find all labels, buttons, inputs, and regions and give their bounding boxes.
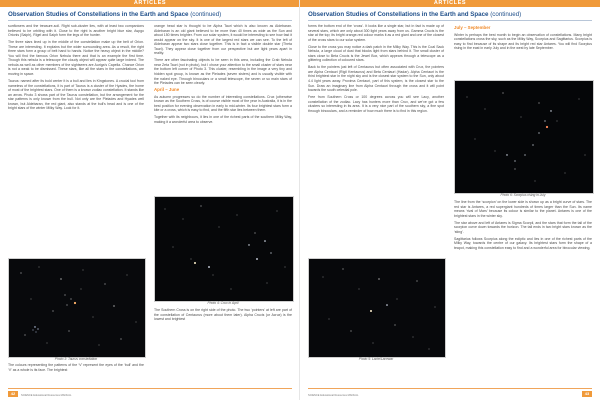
paragraph: Together with its neighbours, it lies in one of the richest parts of the southern Milky Way, making it a wonderful area to observe. <box>154 115 292 124</box>
photo-caption: Photo 6: Scorpius rising in July <box>500 193 546 197</box>
footer-text: SCIENCE Educational Resources MANUAL <box>21 394 72 397</box>
paragraph: Free from Southern Cross or 100 degrees across you will see Lacy, another constellation of the zodiac. Lacy has hunters more than Crux, and we’ve got a few clusters so interesting in its area. It is a very nice part of the southern sky, a fine spot through binoculars, and a reminder of how much there is to find in this region. <box>308 95 444 113</box>
crux-photo <box>154 196 294 302</box>
paragraph: Sagittarius follows Scorpius along the ecliptic and lies in one of the richest parts of the Milky Way, towards the centre of our galaxy. Its brightest stars form the shape of a teapot, making this constellation easy to find and a wonderful area for binocular viewing. <box>454 236 592 250</box>
taurus-photo <box>8 258 146 358</box>
section-label: ARTICLES <box>433 0 467 6</box>
title-continued: (continued) <box>190 11 222 18</box>
paragraph: Winter is perhaps the best month to begin an observation of constellations. Many bright constellations cross the sky, such as the Milky Way, Scorpius and Sagittarius. Scorpius is easy to find because of its shape and its bright red star Antares. You will find Scorpius rising in the east in early July and in the west by late September. <box>454 32 592 51</box>
paragraph: Close to the cross you may notice a dark patch in the Milky Way. This is the Coal Sack Nebula, a large cloud of dust that blocks light from stars behind it. The small cluster of stars close to Beta Crucis is the Jewel Box, which appears through a telescope as a glittering collection of coloured stars. <box>308 44 444 63</box>
right-column-2b <box>454 200 592 253</box>
page-number: 42 <box>8 391 18 397</box>
star-field-image <box>455 81 593 193</box>
paragraph: The line from the ‘scorpion’ on the lower side is shown up as a bright curve of stars. The red star is Antares, a red supergiant hundreds of times larger than the Sun. Its name means ‘rival of Mars’ because its colour is similar to the planet. Antares is one of the brightest stars in the winter sky. <box>454 200 592 218</box>
section-label: ARTICLES <box>133 0 167 6</box>
photo-caption: Photo 5: Lacie/Lacewar <box>358 357 394 361</box>
paragraph: As autumn progresses so do the number of interesting constellations. Crux (otherwise known as the Southern Cross, is of course visible most of the year in Australia, it is in the best position for evening observation in early to mid-winter. Its four brightest stars form a kite or a cross, which is easy to find, and the fifth star lies between them. <box>154 94 292 113</box>
paragraph: The colours representing the patterns of the ‘V’ represent the eyes of the ‘bull’ and the ‘V’ as a whole is its face. The brightest <box>8 363 144 372</box>
left-column-2 <box>154 24 292 127</box>
star-field-image <box>155 197 293 301</box>
lacewar-photo <box>308 258 446 358</box>
title-continued: (continued) <box>490 11 522 18</box>
paragraph: The Southern Cross is on the right side of the photo. The two ‘pointers’ at left are part of the constellation of Centaurus (more about them later). Alpha Crucis (or Acrux) is the lowest and brightest <box>154 308 292 322</box>
footer-text: SCIENCE Educational Resources MANUAL <box>308 394 359 397</box>
paragraph: There are other fascinating objects to be seen in this area, including the Crab Nebula near Zeta Tauri (not in photo), but I chose your attention to the small cluster of stars near the bottom left corner of Photo 3. This cluster, resembling in the image a very tiny and hidden spot group, is known as the Pleiades (seven sisters) and is usually visible with the naked eye. Through binoculars or a small telescope, the seven or so main stars of the Pleiades can be seen clearly. <box>154 58 292 86</box>
paragraph: The three stars lined up in the middle of the constellation make up the belt of Orion. These are interesting. It explains but the wider surrounding area. As a result, the right three stars form a group of belt hand to hands. Notice the heavy object in the middle? You will find the famous Orion Nebula there and that is an example the first time. Though this nebula is a telescope the cloudy object will appear quite large indeed. The nebula as well as other members of the sightseers are Auriga’s Capella. Chance Orion is not a weak to be dismissed. These stars, like all the stars in the constellations, are moving in space. <box>8 40 144 76</box>
right-column-2 <box>454 24 592 53</box>
paragraph: sunflowers and the treasure-soil. Right sub-cluster lies, with at least two companions believed to be orbiting with it. Close to the right is another bright blue star, Aspgo Orionis (Saiph), Rigel and Saiph form the legs of the hunter. <box>8 24 144 38</box>
star-field-image <box>309 259 445 357</box>
section-bar <box>300 0 600 7</box>
right-page <box>300 0 600 400</box>
left-column-1 <box>8 24 144 113</box>
article-title <box>8 11 292 18</box>
title-divider <box>308 20 592 21</box>
article-title <box>308 11 592 18</box>
title-divider <box>8 20 292 21</box>
left-column-1-bottom <box>8 363 144 375</box>
paragraph: Taurus: named after its bold center it is a bull and lies in Kingstones. A crucial tool from nameless of the constellations, it is part of Taurus is a cluster of the Hyades, the home of most of the brightest stars. One of them is a known zodiac constellation. It stands like an arrow. Photo 3 shows part of the Taurus constellation, but the arrangement for the star patterns is only known from the bull. Not only are the Pleiades and Hyades well known, but Aldebaran, the red giant, also stands at the bull’s head and is one of the bright stars of the winter Milky Way. Look for it. <box>8 79 144 111</box>
paragraph: orange head star is thought to be Alpha Tauri which is also known as Aldebaran. Aldebaran is an old giant believed to be more than 40 times as wide as the Sun and about 150 times brighter. From our solar system, it would be interesting to see how fast it would appear on the sky. It is one of the largest red stars we can see. To the left of Aldebaran appear two stars close together. This is in fact a visible double star (Theta Tauri). They appear close together from our perspective but are light years apart in reality. <box>154 24 292 56</box>
paragraph: forms the bottom end of the ‘cross’. It looks like a single star, but in fact is made up of several stars, which are only about 300 light years away from us. Gamma Crucis is the star at the top; its bright orange-red colour marks it as a red giant and one of the closest of the cross stars to our solar system. <box>308 24 444 42</box>
photo-caption: Photo 3: Taurus constellation <box>54 357 98 361</box>
footer-divider <box>8 388 292 389</box>
title-main: Observation Studies of Constellations in the Earth and Space <box>8 11 189 18</box>
page-number: 43 <box>582 391 592 397</box>
subheading-july-september: July – September <box>454 25 491 30</box>
footer-divider <box>308 388 592 389</box>
right-column-1 <box>308 24 444 116</box>
paragraph: The star above and left of Antares is Sigma Scorpii, and the stars that form the tail of the scorpion curve down towards the horizon. The tail ends in two bright stars known as the ‘sting’. <box>454 220 592 234</box>
left-column-2-bottom <box>154 308 292 324</box>
star-field-image <box>9 259 145 357</box>
subheading-april-june: April – June <box>154 87 180 93</box>
section-bar <box>0 0 300 7</box>
scorpius-photo <box>454 80 594 194</box>
paragraph: Back to the pointers just left of Centaurus but often associated with Crux, the pointers are Alpha Centauri (Rigil Kentaurus) and Beta Centauri (Hadar). Alpha Centauri is the third brightest star in the night sky and is the closest star system to the Sun, only about 4.4 light years away. Proxima Centauri, part of this system, is the closest star to the Sun. Draw an imaginary line from Alpha Centauri through the cross and it will point towards the south celestial pole. <box>308 65 444 93</box>
photo-caption: Photo 4: Crux in April <box>207 301 239 305</box>
title-main: Observation Studies of Constellations in the Earth and Space <box>308 11 489 18</box>
